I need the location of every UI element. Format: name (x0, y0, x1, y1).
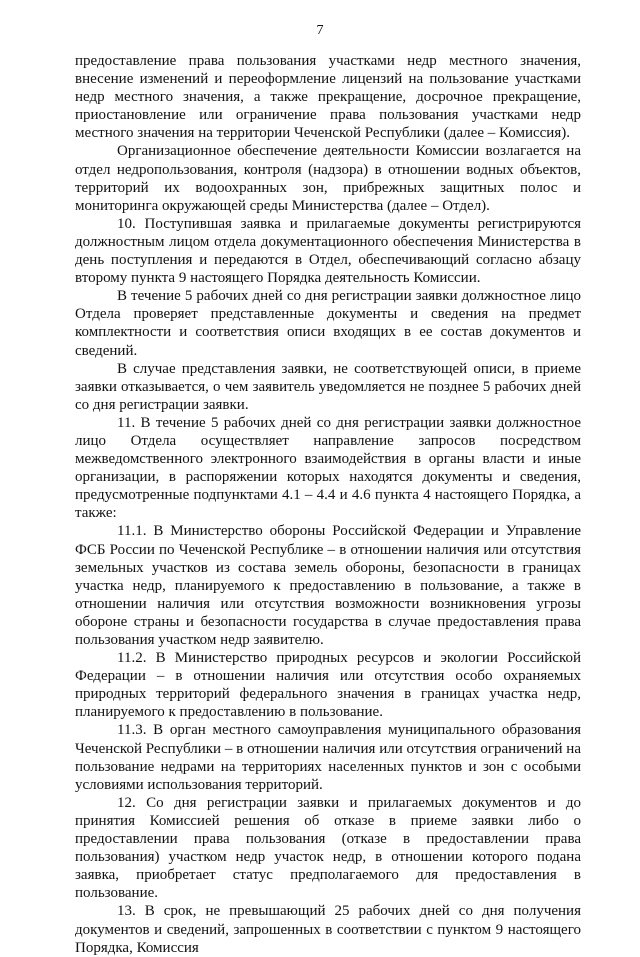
paragraph: 10. Поступившая заявка и прилагаемые документы регистрируются должностным лицом отдела документационного обеспечения Министерства в день поступления и передаются в Отдел, обеспечивающий согласно абзацу второму пункта 9 настоящего Порядка деятельность Комиссии. (75, 215, 581, 287)
paragraph: 12. Со дня регистрации заявки и прилагаемых документов и до принятия Комиссией решения об отказе в приеме заявки либо о предоставлении права пользования (отказе в предоставлении права пользования) участком недр участок недр, в отношении которого подана заявка, приобретает статус предполагаемого для предоставления в пользование. (75, 794, 581, 902)
paragraph: В случае представления заявки, не соответствующей описи, в приеме заявки отказывается, о чем заявитель уведомляется не позднее 5 рабочих дней со дня регистрации заявки. (75, 360, 581, 413)
document-body (75, 52, 581, 957)
paragraph: Организационное обеспечение деятельности Комиссии возлагается на отдел недропользования, контроля (надзора) в отношении водных объектов, территорий их водоохранных зон, прибрежных защитных полос и мониторинга окружающей среды Министерства (далее – Отдел). (75, 143, 581, 214)
paragraph: 13. В срок, не превышающий 25 рабочих дней со дня получения документов и сведений, запрошенных в соответствии с пунктом 9 настоящего Порядка, Комиссия (75, 903, 581, 956)
paragraph: 11. В течение 5 рабочих дней со дня регистрации заявки должностное лицо Отдела осуществляет направление запросов посредством межведомственного электронного взаимодействия в органы власти и иные организации, в распоряжении которых находятся документы и сведения, предусмотренные подпунктами 4.1 – 4.4 и 4.6 пункта 4 настоящего Порядка, а также: (75, 414, 581, 522)
paragraph: предоставление права пользования участками недр местного значения, внесение изменений и переоформление лицензий на пользование участками недр местного значения, а также прекращение, досрочное прекращение, приостановление или ограничение права пользования участками недр местного значения на территории Чеченской Республики (далее – Комиссия). (75, 53, 581, 142)
page-number: 7 (316, 23, 324, 38)
paragraph: 11.1. В Министерство обороны Российской Федерации и Управление ФСБ России по Чеченской Республике – в отношении наличия или отсутствия земельных участков из состава земель обороны, безопасности в границах участка недр, планируемого к предоставлению в пользование, а также в отношении наличия или отсутствия возможности возникновения угрозы обороне страны и безопасности государства в случае предоставления права пользования участком недр заявителю. (75, 523, 581, 648)
paragraph: 11.2. В Министерство природных ресурсов и экологии Российской Федерации – в отношении наличия или отсутствия особо охраняемых природных территорий федерального значения в границах участка недр, планируемого к предоставлению в пользование. (75, 650, 581, 721)
paragraph: 11.3. В орган местного самоуправления муниципального образования Чеченской Республики – в отношении наличия или отсутствия ограничений на пользование недрами на территориях населенных пунктов и зон с особыми условиями использования территорий. (75, 722, 581, 793)
paragraph: В течение 5 рабочих дней со дня регистрации заявки должностное лицо Отдела проверяет представленные документы и сведения на предмет комплектности и соответствия описи входящих в ее состав документов и сведений. (75, 288, 581, 359)
